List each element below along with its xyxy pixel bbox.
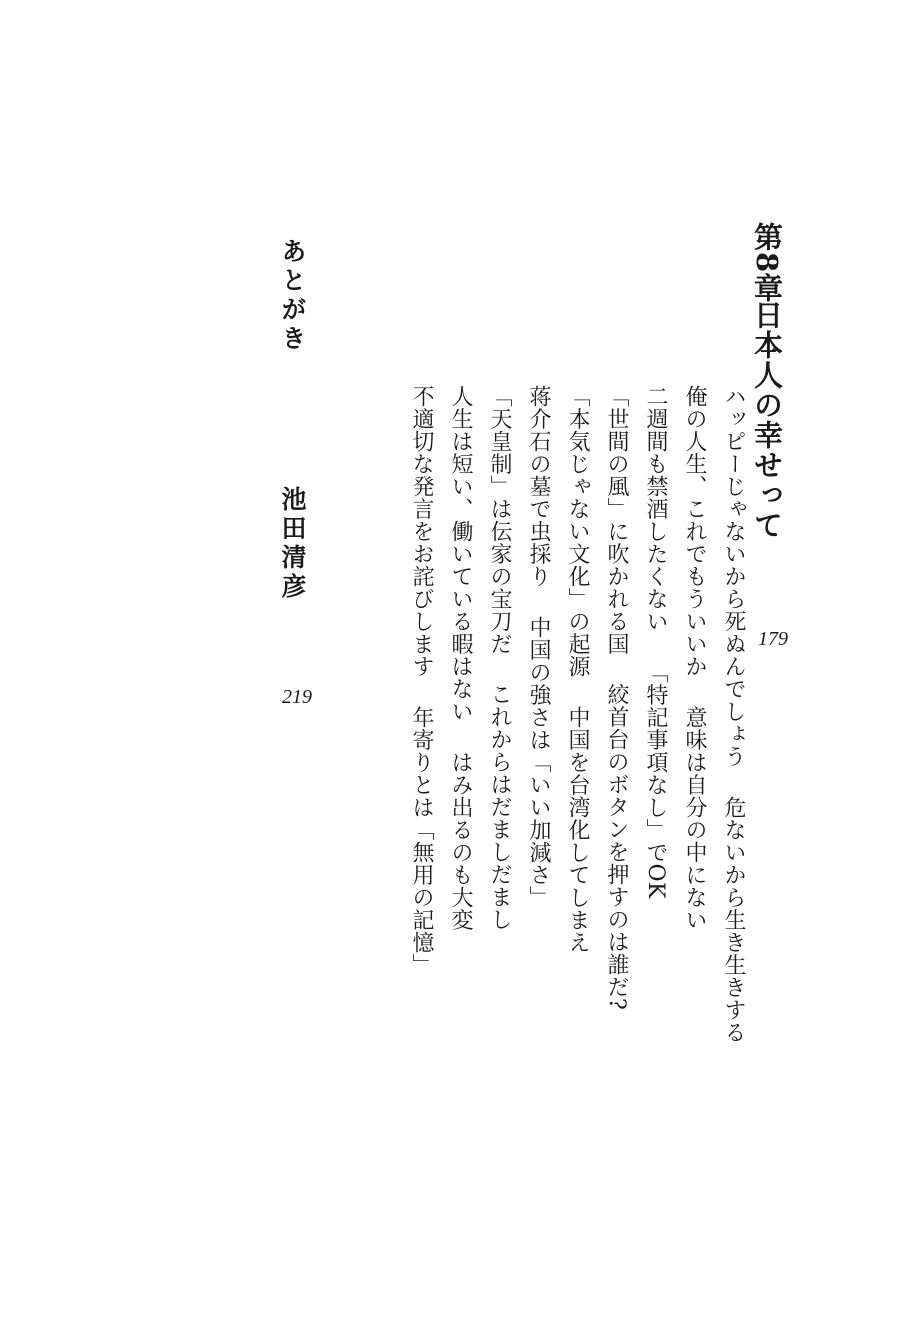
toc-item-b: 絞首台のボタンを押すのは誰だ?: [604, 683, 629, 1011]
toc-item-a: 二週間も禁酒したくない: [643, 385, 668, 633]
toc-item-a: 不適切な発言をお詫びします: [409, 385, 434, 678]
toc-item-a: 蒋介石の墓で虫採り: [526, 385, 551, 588]
toc-item-a: 「本気じゃない文化」の起源: [565, 385, 590, 678]
toc-item-a: 「天皇制」は伝家の宝刀だ: [487, 385, 512, 655]
toc-item: [566, 385, 588, 953]
toc-item-a: 俺の人生、これでもういいか: [682, 385, 707, 678]
toc-item: [449, 385, 471, 931]
toc-item-b: はみ出るのも大変: [448, 750, 473, 931]
toc-item-b: 「特記事項なし」でOK: [643, 660, 668, 899]
toc-item: [527, 385, 549, 908]
afterword-page-number: 219: [282, 686, 312, 708]
toc-item: [683, 385, 705, 931]
toc-item-a: 人生は短い、働いている暇はない: [448, 385, 473, 723]
toc-item-a: ハッピーじゃないから死ぬんでしょう: [721, 385, 746, 768]
toc-item: [722, 385, 744, 1043]
toc-item-a: 「世間の風」に吹かれる国: [604, 385, 629, 655]
chapter-title: 日本人の幸せって: [750, 300, 784, 540]
toc-item: [410, 385, 432, 976]
toc-item-b: これからはだましだまし: [487, 683, 512, 931]
chapter-label: 第8章: [750, 222, 784, 304]
toc-item-b: 年寄りとは「無用の記憶」: [409, 705, 434, 976]
afterword-title: あとがき: [278, 238, 307, 354]
toc-item-b: 意味は自分の中にない: [682, 705, 707, 931]
toc-item: [605, 385, 627, 1010]
toc-item: [644, 385, 666, 898]
toc-item-b: 中国を台湾化してしまえ: [565, 705, 590, 953]
chapter-page-number: 179: [758, 628, 788, 650]
toc-item-b: 中国の強さは「いい加減さ」: [526, 615, 551, 908]
toc-item: [488, 385, 510, 931]
author-name: 池田清彦: [278, 486, 307, 602]
toc-item-b: 危ないから生き生きする: [721, 795, 746, 1043]
